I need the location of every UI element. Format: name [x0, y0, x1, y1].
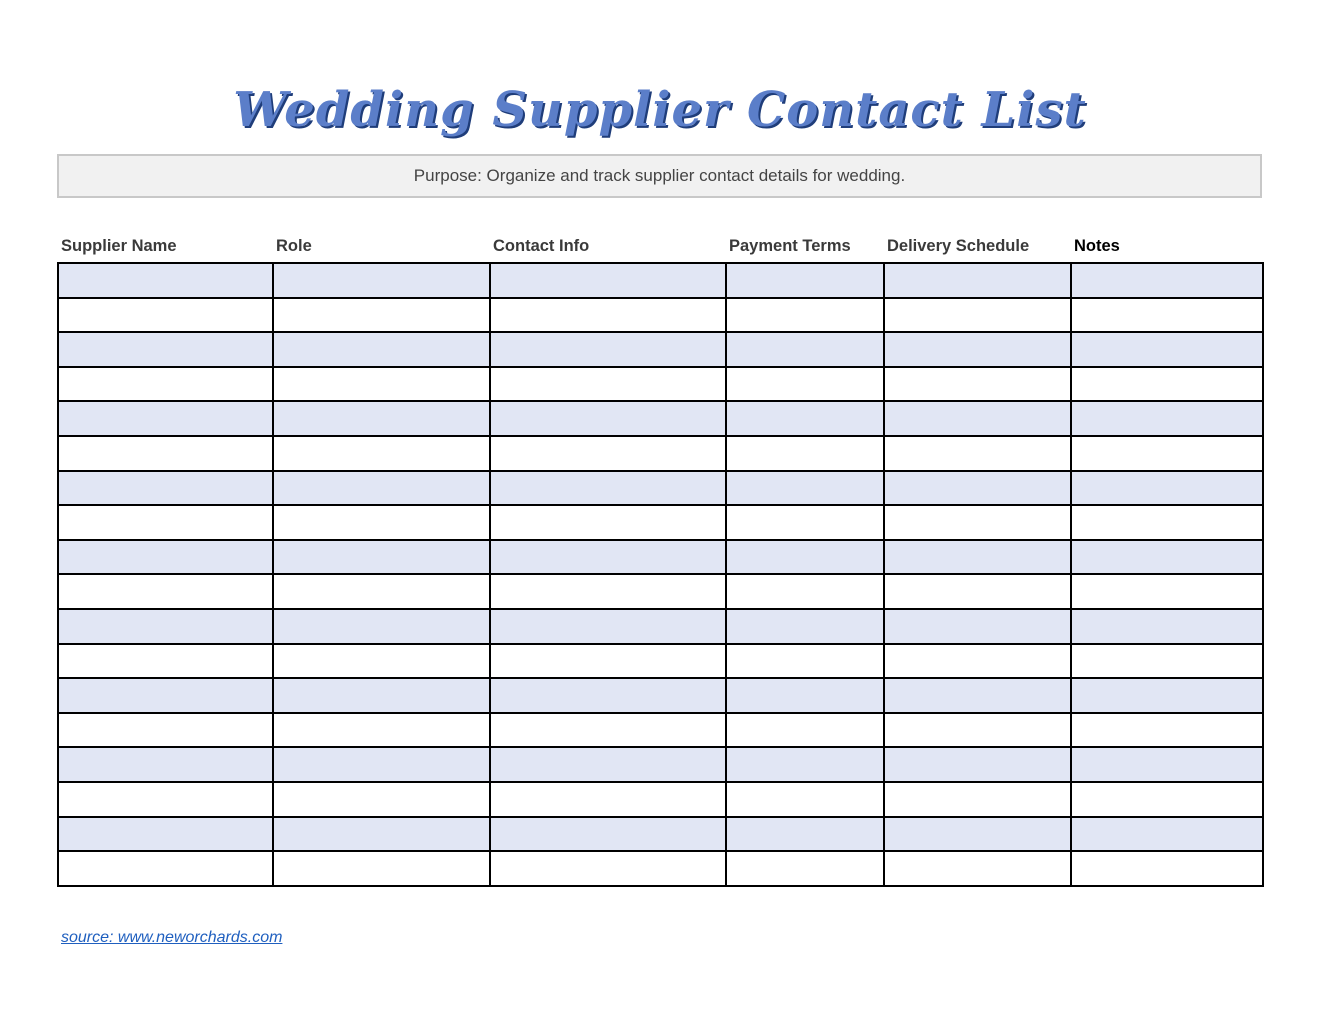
cell-contact-info[interactable] — [490, 263, 726, 298]
cell-role[interactable] — [273, 505, 490, 540]
cell-supplier-name[interactable] — [58, 678, 273, 713]
table-row — [58, 471, 1263, 506]
table-row — [58, 332, 1263, 367]
cell-supplier-name[interactable] — [58, 401, 273, 436]
cell-payment-terms[interactable] — [726, 471, 884, 506]
cell-supplier-name[interactable] — [58, 817, 273, 852]
table-row — [58, 401, 1263, 436]
cell-payment-terms[interactable] — [726, 747, 884, 782]
cell-supplier-name[interactable] — [58, 574, 273, 609]
cell-notes[interactable] — [1071, 678, 1263, 713]
cell-supplier-name[interactable] — [58, 471, 273, 506]
cell-supplier-name[interactable] — [58, 540, 273, 575]
cell-role[interactable] — [273, 817, 490, 852]
cell-supplier-name[interactable] — [58, 644, 273, 679]
table-row — [58, 367, 1263, 402]
cell-role[interactable] — [273, 747, 490, 782]
header-supplier-name: Supplier Name — [61, 237, 177, 255]
purpose-banner — [57, 154, 1262, 198]
purpose-text: Purpose: Organize and track supplier contact details for wedding. — [413, 166, 906, 185]
cell-supplier-name[interactable] — [58, 263, 273, 298]
cell-supplier-name[interactable] — [58, 609, 273, 644]
cell-payment-terms[interactable] — [726, 851, 884, 886]
cell-supplier-name[interactable] — [58, 851, 273, 886]
cell-delivery-schedule[interactable] — [884, 298, 1071, 333]
cell-contact-info[interactable] — [490, 471, 726, 506]
cell-payment-terms[interactable] — [726, 332, 884, 367]
table-row — [58, 574, 1263, 609]
cell-notes[interactable] — [1071, 644, 1263, 679]
cell-contact-info[interactable] — [490, 817, 726, 852]
cell-delivery-schedule[interactable] — [884, 436, 1071, 471]
cell-role[interactable] — [273, 471, 490, 506]
cell-notes[interactable] — [1071, 609, 1263, 644]
cell-role[interactable] — [273, 401, 490, 436]
cell-delivery-schedule[interactable] — [884, 817, 1071, 852]
cell-contact-info[interactable] — [490, 644, 726, 679]
cell-notes[interactable] — [1071, 540, 1263, 575]
cell-supplier-name[interactable] — [58, 367, 273, 402]
cell-notes[interactable] — [1071, 471, 1263, 506]
cell-role[interactable] — [273, 713, 490, 748]
cell-contact-info[interactable] — [490, 298, 726, 333]
page-title: Wedding Supplier Contact List — [233, 82, 1087, 138]
cell-notes[interactable] — [1071, 367, 1263, 402]
header-notes: Notes — [1074, 237, 1120, 255]
cell-contact-info[interactable] — [490, 332, 726, 367]
cell-supplier-name[interactable] — [58, 436, 273, 471]
cell-contact-info[interactable] — [490, 505, 726, 540]
cell-role[interactable] — [273, 574, 490, 609]
cell-delivery-schedule[interactable] — [884, 367, 1071, 402]
column-headers — [58, 234, 1262, 260]
table-row — [58, 678, 1263, 713]
cell-role[interactable] — [273, 436, 490, 471]
table-row — [58, 263, 1263, 298]
table-row — [58, 747, 1263, 782]
cell-contact-info[interactable] — [490, 747, 726, 782]
table-row — [58, 817, 1263, 852]
cell-payment-terms[interactable] — [726, 436, 884, 471]
cell-supplier-name[interactable] — [58, 505, 273, 540]
cell-notes[interactable] — [1071, 401, 1263, 436]
cell-role[interactable] — [273, 332, 490, 367]
cell-contact-info[interactable] — [490, 609, 726, 644]
cell-notes[interactable] — [1071, 817, 1263, 852]
header-contact-info: Contact Info — [493, 237, 590, 255]
cell-payment-terms[interactable] — [726, 713, 884, 748]
cell-notes[interactable] — [1071, 574, 1263, 609]
cell-notes[interactable] — [1071, 851, 1263, 886]
cell-role[interactable] — [273, 540, 490, 575]
cell-role[interactable] — [273, 263, 490, 298]
cell-payment-terms[interactable] — [726, 782, 884, 817]
cell-notes[interactable] — [1071, 436, 1263, 471]
cell-notes[interactable] — [1071, 505, 1263, 540]
header-delivery-schedule: Delivery Schedule — [887, 237, 1030, 255]
header-payment-terms: Payment Terms — [729, 237, 851, 255]
cell-supplier-name[interactable] — [58, 782, 273, 817]
header-role: Role — [276, 237, 312, 255]
table-row — [58, 851, 1263, 886]
cell-delivery-schedule[interactable] — [884, 851, 1071, 886]
cell-delivery-schedule[interactable] — [884, 644, 1071, 679]
cell-supplier-name[interactable] — [58, 298, 273, 333]
cell-notes[interactable] — [1071, 263, 1263, 298]
cell-notes[interactable] — [1071, 332, 1263, 367]
table-row — [58, 540, 1263, 575]
cell-contact-info[interactable] — [490, 540, 726, 575]
cell-role[interactable] — [273, 609, 490, 644]
table-row — [58, 298, 1263, 333]
cell-contact-info[interactable] — [490, 851, 726, 886]
source-link[interactable]: source: www.neworchards.com — [61, 929, 283, 946]
cell-delivery-schedule[interactable] — [884, 471, 1071, 506]
cell-delivery-schedule[interactable] — [884, 263, 1071, 298]
cell-payment-terms[interactable] — [726, 505, 884, 540]
cell-payment-terms[interactable] — [726, 817, 884, 852]
cell-delivery-schedule[interactable] — [884, 505, 1071, 540]
cell-supplier-name[interactable] — [58, 713, 273, 748]
cell-contact-info[interactable] — [490, 401, 726, 436]
table-row — [58, 782, 1263, 817]
table-row — [58, 505, 1263, 540]
cell-payment-terms[interactable] — [726, 609, 884, 644]
table-row — [58, 436, 1263, 471]
cell-contact-info[interactable] — [490, 367, 726, 402]
table-row — [58, 644, 1263, 679]
cell-role[interactable] — [273, 678, 490, 713]
cell-role[interactable] — [273, 851, 490, 886]
cell-payment-terms[interactable] — [726, 298, 884, 333]
cell-payment-terms[interactable] — [726, 574, 884, 609]
cell-delivery-schedule[interactable] — [884, 574, 1071, 609]
cell-role[interactable] — [273, 644, 490, 679]
cell-contact-info[interactable] — [490, 678, 726, 713]
cell-contact-info[interactable] — [490, 436, 726, 471]
cell-delivery-schedule[interactable] — [884, 713, 1071, 748]
cell-contact-info[interactable] — [490, 574, 726, 609]
cell-payment-terms[interactable] — [726, 644, 884, 679]
cell-delivery-schedule[interactable] — [884, 401, 1071, 436]
cell-payment-terms[interactable] — [726, 367, 884, 402]
cell-payment-terms[interactable] — [726, 401, 884, 436]
cell-delivery-schedule[interactable] — [884, 609, 1071, 644]
cell-contact-info[interactable] — [490, 782, 726, 817]
cell-role[interactable] — [273, 782, 490, 817]
cell-delivery-schedule[interactable] — [884, 747, 1071, 782]
cell-role[interactable] — [273, 367, 490, 402]
supplier-table — [57, 262, 1264, 887]
cell-contact-info[interactable] — [490, 713, 726, 748]
cell-payment-terms[interactable] — [726, 540, 884, 575]
cell-supplier-name[interactable] — [58, 747, 273, 782]
cell-role[interactable] — [273, 298, 490, 333]
cell-payment-terms[interactable] — [726, 678, 884, 713]
cell-notes[interactable] — [1071, 713, 1263, 748]
cell-delivery-schedule[interactable] — [884, 678, 1071, 713]
cell-notes[interactable] — [1071, 747, 1263, 782]
cell-payment-terms[interactable] — [726, 263, 884, 298]
cell-notes[interactable] — [1071, 782, 1263, 817]
cell-delivery-schedule[interactable] — [884, 332, 1071, 367]
cell-delivery-schedule[interactable] — [884, 782, 1071, 817]
cell-notes[interactable] — [1071, 298, 1263, 333]
cell-supplier-name[interactable] — [58, 332, 273, 367]
table-row — [58, 609, 1263, 644]
cell-delivery-schedule[interactable] — [884, 540, 1071, 575]
table-row — [58, 713, 1263, 748]
